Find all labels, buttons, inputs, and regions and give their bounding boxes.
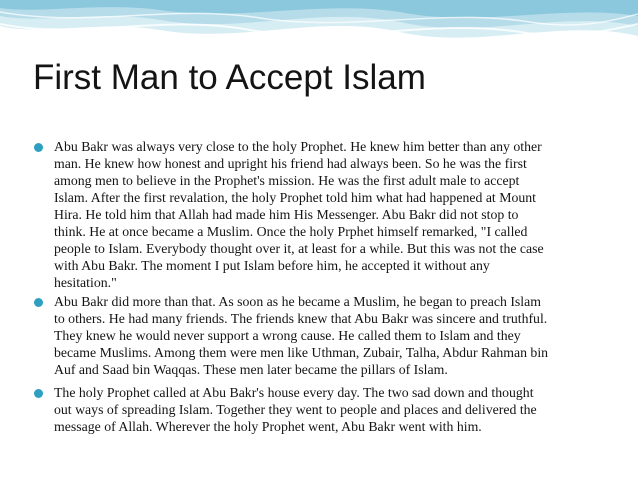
bullet-text-line: Hira. He told him that Allah had made him His Messenger. Abu Bakr did not stop to xyxy=(54,207,519,222)
bullet-text-line: The holy Prophet called at Abu Bakr's house every day. The two sad down and thought xyxy=(54,385,534,400)
bullet-text-line: Islam. After the first revalation, the holy Prophet told him what had happened at Mount xyxy=(54,190,537,205)
bullet-text-line: man. He knew how honest and upright his friend had always been. So he was the first xyxy=(54,156,527,171)
bullet-text-line: hesitation." xyxy=(54,275,117,290)
bullet-text-line: Abu Bakr was always very close to the holy Prophet. He knew him better than any other xyxy=(54,139,542,154)
slide-title: First Man to Accept Islam xyxy=(33,58,426,97)
bullet-text-line: among men to believe in the Prophet's mission. He was the first adult male to accept xyxy=(54,173,520,188)
bullet-text-line: to others. He had many friends. The friends knew that Abu Bakr was sincere and truthful. xyxy=(54,311,548,326)
bullet-text-line: message of Allah. Wherever the holy Prophet went, Abu Bakr went with him. xyxy=(54,419,482,434)
bullet-text-line: with Abu Bakr. The moment I put Islam before him, he accepted it without any xyxy=(54,258,490,273)
bullet-text-line: out ways of spreading Islam. Together they went to people and places and delivered the xyxy=(54,402,537,417)
bullet-text-line: They knew he would never support a wrong cause. He called them to Islam and they xyxy=(54,328,521,343)
bullet-text-line: Abu Bakr did more than that. As soon as he became a Muslim, he began to preach Islam xyxy=(54,294,541,309)
bullet-dot-icon xyxy=(34,143,43,152)
bullet-dot-icon xyxy=(34,389,43,398)
bullet-text-line: Auf and Saad bin Waqqas. These men later became the pillars of Islam. xyxy=(54,362,448,377)
bullet-text-line: think. He at once became a Muslim. Once the holy Prphet himself remarked, "I called xyxy=(54,224,528,239)
bullet-dot-icon xyxy=(34,298,43,307)
bullet-text-line: people to Islam. Everybody thought over it, at least for a while. But this was not the case xyxy=(54,241,544,256)
bullet-text-line: became Muslims. Among them were men like Uthman, Zubair, Talha, Abdur Rahman bin xyxy=(54,345,549,360)
